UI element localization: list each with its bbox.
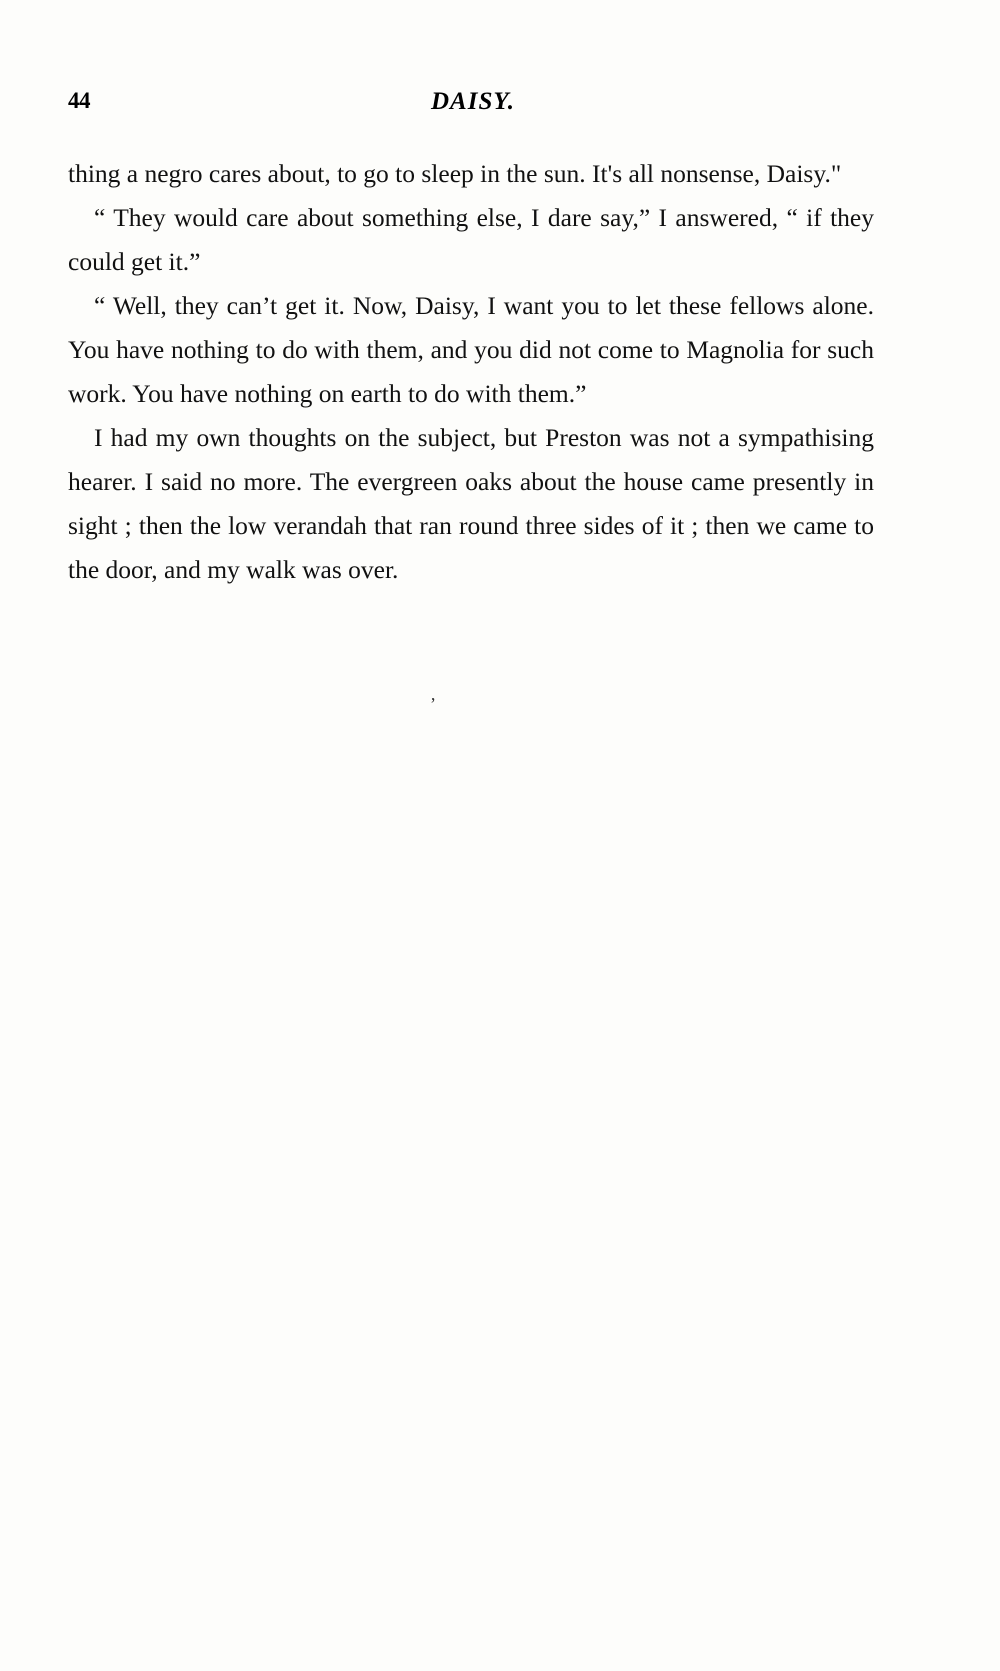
paragraph-4: I had my own thoughts on the subject, but Preston was not a sympathising hearer. I said no more. The evergreen oaks about the house came presently in sight ; then the low verandah that ran round three sides of it ; then we came to the door, and my walk was over. [68, 423, 874, 584]
paragraph-1: thing a negro cares about, to go to sleep in the sun. It's all nonsense, Daisy." [68, 159, 842, 188]
paragraph-2: “ They would care about something else, I dare say,” I answered, “ if they could get it.” [68, 203, 874, 276]
running-head-title: DAISY. [430, 88, 516, 115]
page-number: 44 [68, 88, 90, 113]
page-header [68, 88, 878, 128]
paragraph-3: “ Well, they can’t get it. Now, Daisy, I want you to let these fellows alone. You have nothing to do with them, and you did not come to Magnolia for such work. You have nothing on earth to do with them.” [68, 291, 874, 408]
page-body [68, 152, 874, 592]
stray-ink-mark: ’ [430, 694, 436, 714]
